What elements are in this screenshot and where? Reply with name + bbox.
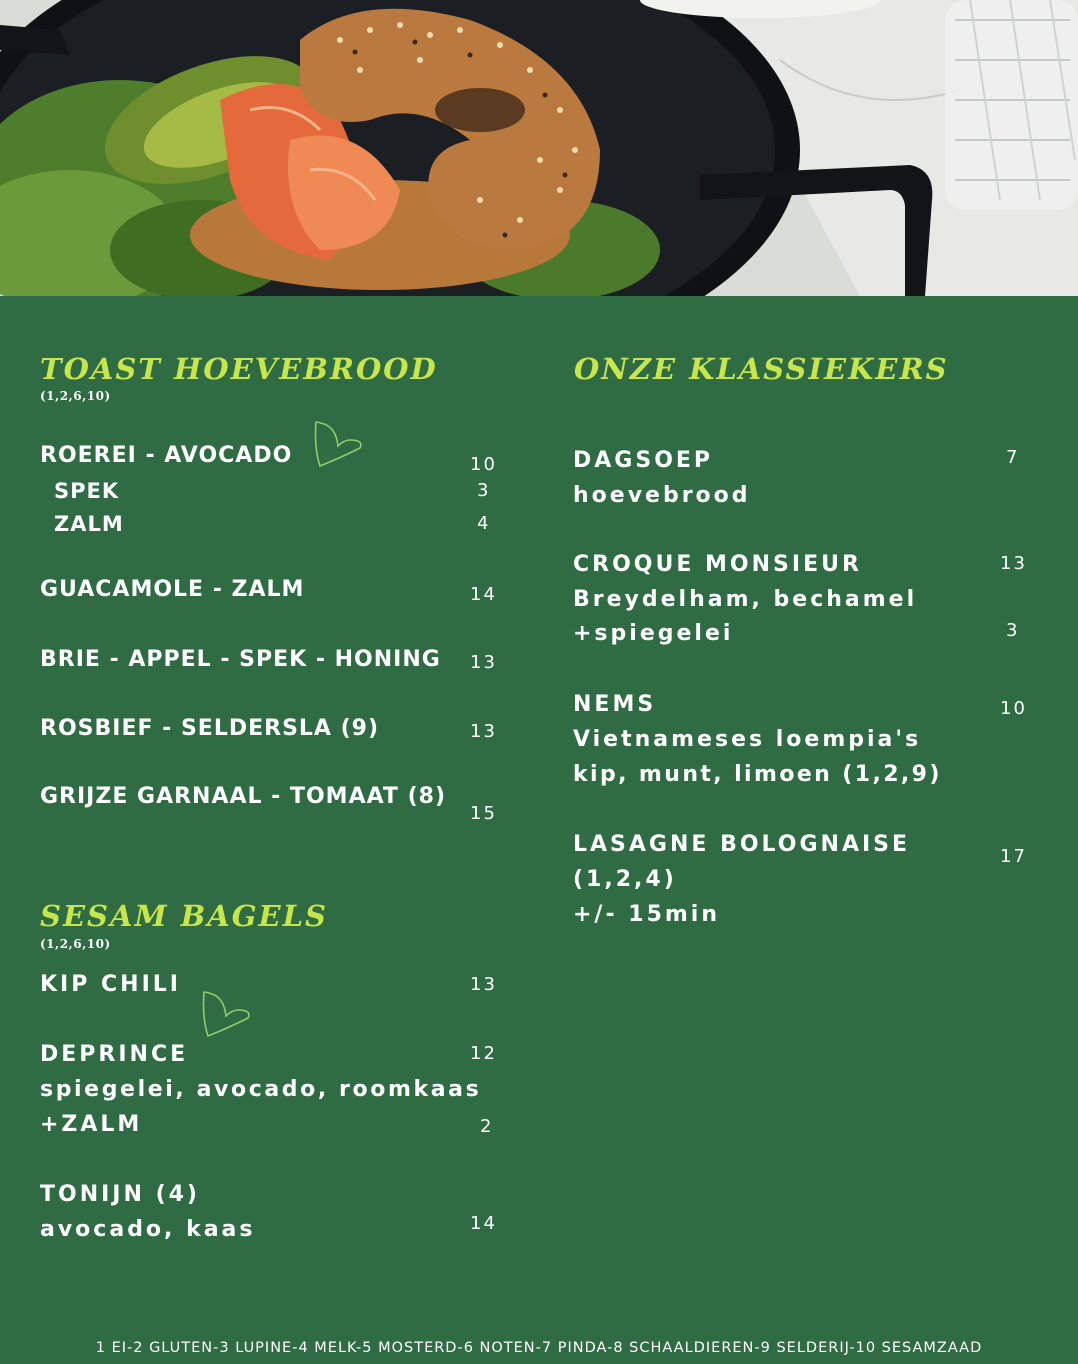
heart-icon bbox=[310, 418, 366, 470]
menu-item-name: ROSBIEF - SELDERSLA (9) bbox=[40, 716, 380, 741]
menu-item-name: NEMS bbox=[573, 692, 657, 717]
menu-item-extra: +spiegelei bbox=[573, 621, 734, 646]
menu-item-description: kip, munt, limoen (1,2,9) bbox=[573, 762, 942, 787]
menu-item-price: 15 bbox=[470, 803, 497, 824]
menu-item-price: 4 bbox=[477, 513, 491, 534]
menu-item-price: 3 bbox=[1006, 620, 1020, 641]
header-photo bbox=[0, 0, 1078, 296]
section-allergens-toast: (1,2,6,10) bbox=[40, 389, 111, 403]
menu-item-price: 13 bbox=[470, 721, 497, 742]
menu-item-price: 2 bbox=[480, 1116, 494, 1137]
menu-item-name: GUACAMOLE - ZALM bbox=[40, 577, 305, 602]
menu-item-extra: +ZALM bbox=[40, 1112, 143, 1137]
allergen-legend: 1 EI-2 GLUTEN-3 LUPINE-4 MELK-5 MOSTERD-6 NOTEN-7 PINDA-8 SCHAALDIEREN-9 SELDERIJ-10 SESAMZAAD bbox=[95, 1340, 983, 1356]
menu-item-name: ROEREI - AVOCADO bbox=[40, 443, 293, 468]
section-title-klassiekers: ONZE KLASSIEKERS bbox=[574, 352, 949, 386]
bagel-salmon-photo-icon bbox=[0, 0, 1078, 296]
menu-item-name: TONIJN (4) bbox=[40, 1182, 200, 1207]
menu-item-description: hoevebrood bbox=[573, 483, 751, 508]
menu-item-description: Breydelham, bechamel bbox=[573, 587, 918, 612]
menu-item-price: 13 bbox=[470, 974, 497, 995]
menu-item-addon: SPEK bbox=[54, 479, 120, 503]
menu-item-price: 10 bbox=[470, 454, 497, 475]
menu-item-name: CROQUE MONSIEUR bbox=[573, 552, 862, 577]
menu-item-price: 10 bbox=[1000, 698, 1027, 719]
menu-item-name: DAGSOEP bbox=[573, 448, 714, 473]
menu-item-price: 14 bbox=[470, 584, 497, 605]
menu-item-description: avocado, kaas bbox=[40, 1217, 256, 1242]
menu-item-description: spiegelei, avocado, roomkaas bbox=[40, 1077, 482, 1102]
menu-item-description: Vietnameses loempia's bbox=[573, 727, 922, 752]
menu-item-price: 17 bbox=[1000, 846, 1027, 867]
menu-item-price: 12 bbox=[470, 1043, 497, 1064]
menu-item-name: BRIE - APPEL - SPEK - HONING bbox=[40, 647, 441, 672]
menu-item-description: (1,2,4) bbox=[573, 867, 677, 892]
menu-item-name: KIP CHILI bbox=[40, 972, 181, 997]
menu-item-price: 14 bbox=[470, 1213, 497, 1234]
menu-item-price: 13 bbox=[1000, 553, 1027, 574]
menu-item-price: 13 bbox=[470, 652, 497, 673]
section-title-toast: TOAST HOEVEBROOD bbox=[40, 352, 438, 386]
menu-item-price: 7 bbox=[1006, 447, 1020, 468]
menu-item-name: GRIJZE GARNAAL - TOMAAT (8) bbox=[40, 784, 446, 809]
menu-item-name: DEPRINCE bbox=[40, 1042, 189, 1067]
heart-icon bbox=[198, 988, 254, 1040]
menu-item-price: 3 bbox=[477, 480, 491, 501]
section-title-bagels: SESAM BAGELS bbox=[40, 899, 328, 933]
menu-item-name: LASAGNE BOLOGNAISE bbox=[573, 832, 911, 857]
menu-item-description: +/- 15min bbox=[573, 902, 721, 927]
section-allergens-bagels: (1,2,6,10) bbox=[40, 937, 111, 951]
menu-item-addon: ZALM bbox=[54, 512, 124, 536]
